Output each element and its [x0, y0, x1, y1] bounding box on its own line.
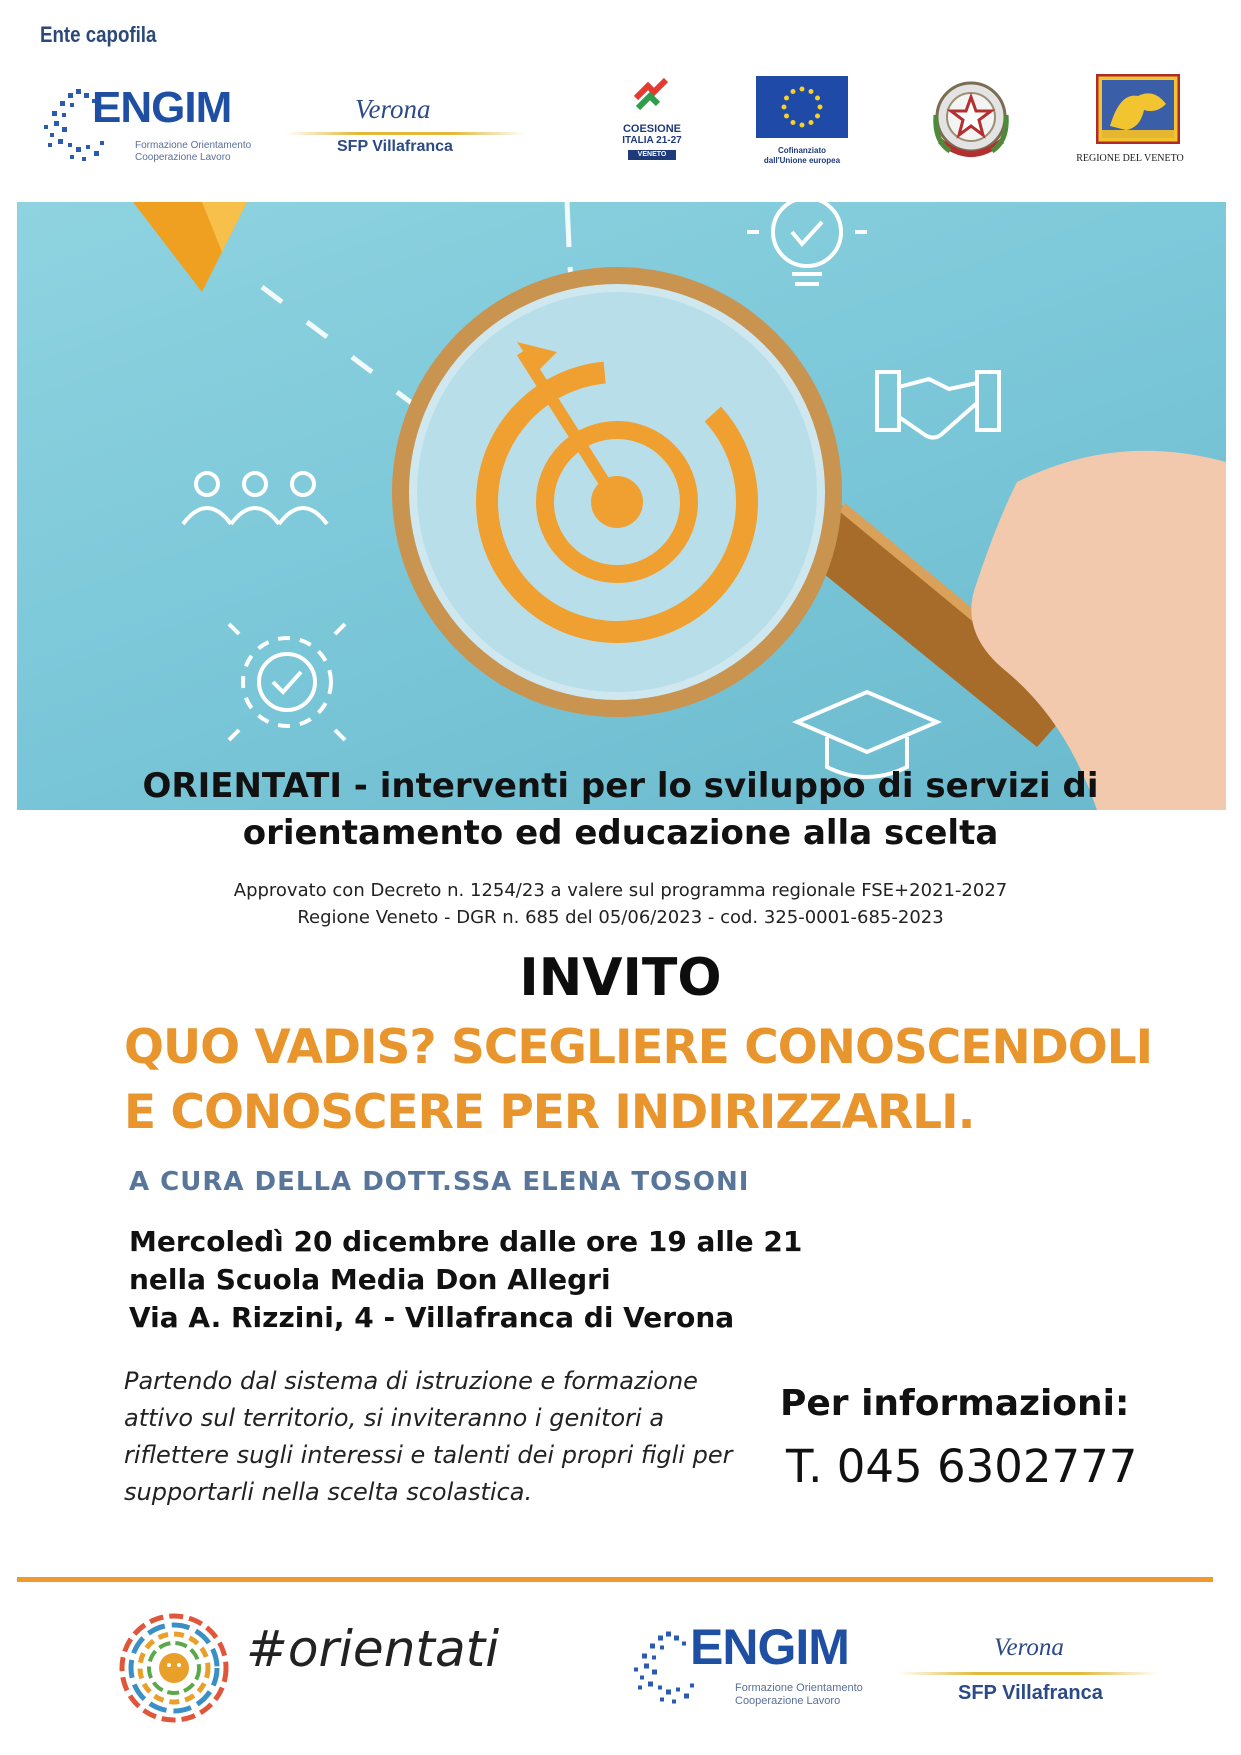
- engim-logo-footer: [630, 1620, 900, 1720]
- maze-lion-icon: [118, 1612, 230, 1724]
- event-date-time: Mercoledì 20 dicembre dalle ore 19 alle 21: [129, 1225, 803, 1258]
- engim-wordmark: ENGIM: [690, 1619, 849, 1675]
- people-group-icon: [183, 473, 327, 524]
- description-line4: supportarli nella scelta scolastica.: [124, 1478, 533, 1506]
- sfp-villafranca-label: SFP Villafranca: [958, 1682, 1103, 1704]
- approval-line2: Regione Veneto - DGR n. 685 del 05/06/2023 - cod. 325-0001-685-2023: [297, 907, 944, 928]
- eu-cofinanziato-logo: [754, 76, 850, 172]
- description-line3: riflettere sugli interessi e talenti dei propri figli per: [124, 1441, 733, 1469]
- curator-label: A CURA DELLA DOTT.SSA ELENA TOSONI: [129, 1167, 750, 1197]
- eu-caption-1: Cofinanziato: [778, 146, 826, 155]
- eu-caption-2: dall'Unione europea: [763, 156, 841, 165]
- eu-flag-icon: [756, 76, 848, 138]
- event-title-line2: E CONOSCERE PER INDIRIZZARLI.: [124, 1085, 975, 1140]
- hand: [971, 451, 1226, 810]
- description-line1: Partendo dal sistema di istruzione e formazione: [124, 1367, 698, 1395]
- coesione-arrow-icon: [632, 74, 672, 114]
- verona-wordmark: Verona: [994, 1634, 1064, 1661]
- coesione-line1: COESIONE: [622, 123, 682, 135]
- ente-capofila-label: Ente capofila: [40, 22, 157, 47]
- regione-veneto-logo: [1060, 74, 1200, 170]
- star-emblem-icon: [930, 75, 1012, 165]
- coesione-line2: ITALIA 21-27: [622, 135, 682, 146]
- gold-divider: [285, 132, 525, 135]
- sfp-villafranca-label: SFP Villafranca: [337, 138, 453, 155]
- verona-sfp-logo-top: [285, 92, 525, 162]
- handshake-icon: [877, 372, 999, 438]
- hero-image: [17, 202, 1226, 810]
- info-label: Per informazioni:: [780, 1383, 1130, 1424]
- description-line2: attivo sul territorio, si inviteranno i genitori a: [124, 1404, 665, 1432]
- footer-divider: [17, 1577, 1213, 1582]
- verona-sfp-logo-footer: [898, 1630, 1158, 1710]
- verona-wordmark: Verona: [355, 94, 431, 124]
- coesione-badge: VENETO: [628, 150, 676, 160]
- engim-tagline-1: Formazione Orientamento: [135, 140, 252, 151]
- info-phone: T. 045 6302777: [786, 1440, 1138, 1493]
- gear-check-icon: [229, 624, 345, 740]
- engim-tagline-2: Cooperazione Lavoro: [735, 1695, 841, 1707]
- gold-divider: [898, 1672, 1158, 1675]
- orientati-circle-logo: [118, 1612, 230, 1724]
- event-address: Via A. Rizzini, 4 - Villafranca di Verona: [129, 1301, 735, 1334]
- engim-wordmark: ENGIM: [92, 83, 232, 132]
- repubblica-italiana-emblem: [930, 75, 1012, 165]
- event-title-line1: QUO VADIS? SCEGLIERE CONOSCENDOLI: [124, 1020, 1153, 1075]
- regione-veneto-caption: REGIONE DEL VENETO: [1076, 153, 1184, 164]
- orientati-hashtag: #orientati: [246, 1620, 500, 1678]
- magnifier-lens: [392, 267, 842, 717]
- event-venue: nella Scuola Media Don Allegri: [129, 1263, 611, 1296]
- paper-plane-icon: [133, 202, 247, 292]
- magnifier-illustration: [17, 202, 1226, 810]
- project-title-line1: ORIENTATI - interventi per lo sviluppo di servizi di: [142, 766, 1099, 806]
- lightbulb-icon: [747, 202, 867, 284]
- engim-logo-top: [40, 85, 280, 170]
- project-title-line2: orientamento ed educazione alla scelta: [242, 813, 999, 853]
- coesione-italia-logo: [612, 74, 692, 170]
- invito-heading: INVITO: [519, 948, 722, 1008]
- engim-tagline-1: Formazione Orientamento: [735, 1682, 863, 1694]
- lion-of-saint-mark-icon: [1096, 74, 1180, 144]
- graduation-cap-icon: [797, 692, 937, 777]
- engim-tagline-2: Cooperazione Lavoro: [135, 152, 231, 163]
- approval-line1: Approvato con Decreto n. 1254/23 a valere sul programma regionale FSE+2021-2027: [233, 880, 1008, 901]
